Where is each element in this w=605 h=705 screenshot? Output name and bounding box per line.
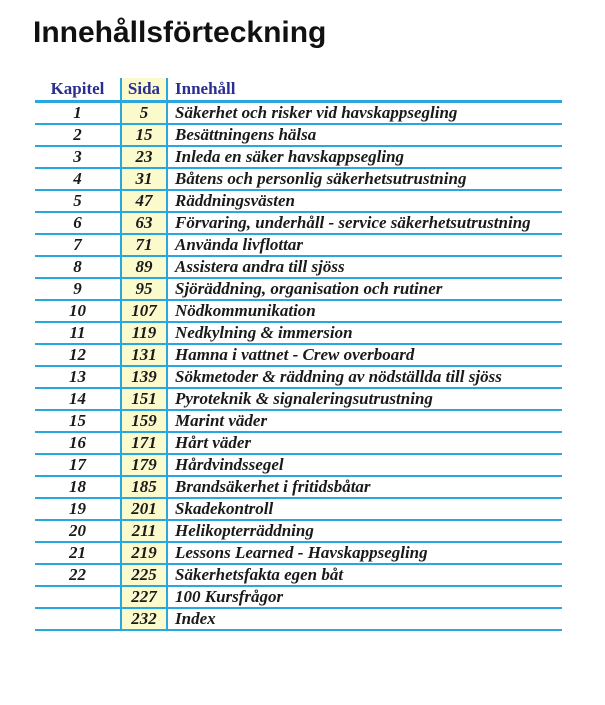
chapter-cell: 8 [35,256,121,278]
chapter-cell: 4 [35,168,121,190]
content-title-cell: Sökmetoder & räddning av nödställda till sjöss [167,366,562,388]
table-header-row [35,78,562,101]
chapter-cell: 7 [35,234,121,256]
table-row [35,366,562,388]
content-title-cell: Marint väder [167,410,562,432]
page-number-cell: 95 [121,278,167,300]
column-header-content: Innehåll [167,78,562,101]
page-number-cell: 171 [121,432,167,454]
chapter-cell: 10 [35,300,121,322]
chapter-cell: 12 [35,344,121,366]
page-number-cell: 201 [121,498,167,520]
page-number-cell: 31 [121,168,167,190]
page-number-cell: 89 [121,256,167,278]
table-row [35,322,562,344]
content-title-cell: Nödkommunikation [167,300,562,322]
content-title-cell: Sjöräddning, organisation och rutiner [167,278,562,300]
chapter-cell: 3 [35,146,121,168]
chapter-cell [35,586,121,608]
table-row [35,432,562,454]
page-number-cell: 107 [121,300,167,322]
content-title-cell: Besättningens hälsa [167,124,562,146]
table-row [35,542,562,564]
page-number-cell: 179 [121,454,167,476]
chapter-cell: 18 [35,476,121,498]
chapter-cell: 15 [35,410,121,432]
content-title-cell: Nedkylning & immersion [167,322,562,344]
table-row [35,234,562,256]
content-title-cell: 100 Kursfrågor [167,586,562,608]
chapter-cell: 14 [35,388,121,410]
page-number-cell: 71 [121,234,167,256]
content-title-cell: Helikopterräddning [167,520,562,542]
toc-body [35,101,562,630]
content-title-cell: Skadekontroll [167,498,562,520]
table-row [35,388,562,410]
table-row [35,498,562,520]
table-row [35,146,562,168]
chapter-cell: 13 [35,366,121,388]
page-number-cell: 185 [121,476,167,498]
content-title-cell: Assistera andra till sjöss [167,256,562,278]
page-number-cell: 211 [121,520,167,542]
chapter-cell [35,608,121,630]
table-row [35,168,562,190]
table-row [35,278,562,300]
table-row [35,101,562,124]
column-header-page: Sida [121,78,167,101]
content-title-cell: Hamna i vattnet - Crew overboard [167,344,562,366]
content-title-cell: Hårdvindssegel [167,454,562,476]
page-number-cell: 47 [121,190,167,212]
chapter-cell: 19 [35,498,121,520]
content-title-cell: Pyroteknik & signaleringsutrustning [167,388,562,410]
chapter-cell: 5 [35,190,121,212]
table-row [35,300,562,322]
content-title-cell: Säkerhet och risker vid havskappsegling [167,101,562,124]
page-number-cell: 23 [121,146,167,168]
chapter-cell: 2 [35,124,121,146]
chapter-cell: 11 [35,322,121,344]
page-number-cell: 139 [121,366,167,388]
content-title-cell: Hårt väder [167,432,562,454]
page-number-cell: 159 [121,410,167,432]
content-title-cell: Brandsäkerhet i fritidsbåtar [167,476,562,498]
page-number-cell: 219 [121,542,167,564]
table-row [35,256,562,278]
toc-table [35,78,562,631]
table-row [35,608,562,630]
page-number-cell: 151 [121,388,167,410]
table-row [35,410,562,432]
table-row [35,454,562,476]
chapter-cell: 1 [35,101,121,124]
page-title: Innehållsförteckning [33,16,327,49]
page-number-cell: 63 [121,212,167,234]
content-title-cell: Säkerhetsfakta egen båt [167,564,562,586]
page-number-cell: 131 [121,344,167,366]
table-row [35,124,562,146]
content-title-cell: Båtens och personlig säkerhetsutrustning [167,168,562,190]
page-number-cell: 15 [121,124,167,146]
table-row [35,212,562,234]
table-row [35,190,562,212]
page-number-cell: 5 [121,101,167,124]
page-number-cell: 227 [121,586,167,608]
table-row [35,344,562,366]
content-title-cell: Använda livflottar [167,234,562,256]
chapter-cell: 16 [35,432,121,454]
content-title-cell: Räddningsvästen [167,190,562,212]
content-title-cell: Lessons Learned - Havskappsegling [167,542,562,564]
chapter-cell: 22 [35,564,121,586]
chapter-cell: 9 [35,278,121,300]
page-number-cell: 119 [121,322,167,344]
table-row [35,586,562,608]
chapter-cell: 21 [35,542,121,564]
chapter-cell: 20 [35,520,121,542]
content-title-cell: Index [167,608,562,630]
column-header-chapter: Kapitel [35,78,121,101]
chapter-cell: 6 [35,212,121,234]
page-number-cell: 225 [121,564,167,586]
content-title-cell: Förvaring, underhåll - service säkerhetsutrustning [167,212,562,234]
table-row [35,476,562,498]
table-row [35,520,562,542]
table-row [35,564,562,586]
page-number-cell: 232 [121,608,167,630]
chapter-cell: 17 [35,454,121,476]
content-title-cell: Inleda en säker havskappsegling [167,146,562,168]
